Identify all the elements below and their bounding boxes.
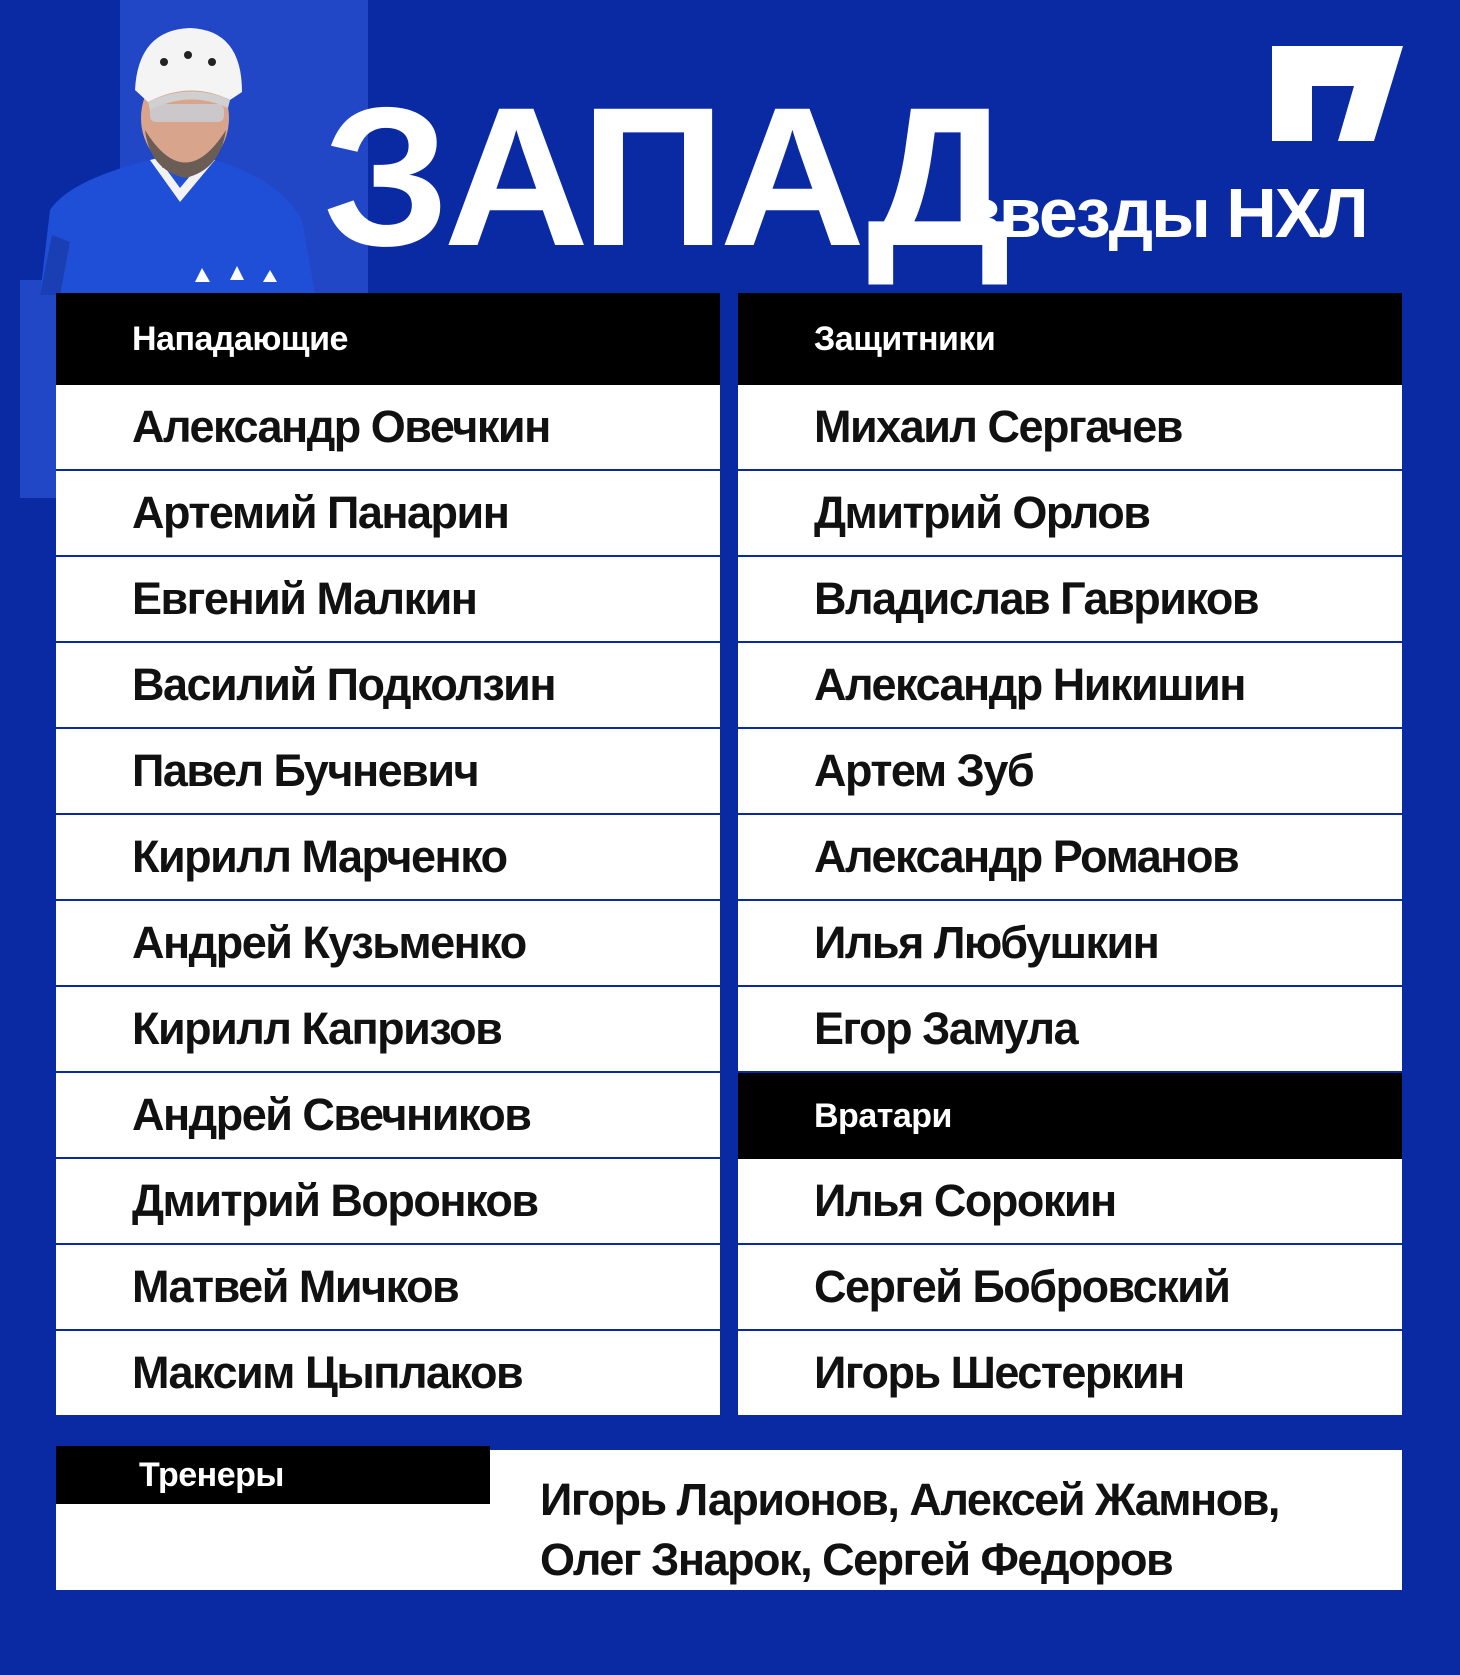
coaches-line-1: Игорь Ларионов, Алексей Жамнов, — [540, 1474, 1279, 1525]
hockey-player-image — [30, 20, 330, 295]
list-item: Максим Цыплаков — [56, 1331, 720, 1417]
background-panel-lower — [20, 280, 56, 498]
list-item: Михаил Сергачев — [738, 385, 1402, 471]
list-item: Артемий Панарин — [56, 471, 720, 557]
page-subtitle: звезды НХЛ — [966, 174, 1367, 252]
forwards-header: Нападающие — [56, 293, 720, 385]
list-item: Александр Овечкин — [56, 385, 720, 471]
list-item: Игорь Шестеркин — [738, 1331, 1402, 1417]
list-item: Дмитрий Воронков — [56, 1159, 720, 1245]
list-item: Егор Замула — [738, 987, 1402, 1073]
list-item: Илья Сорокин — [738, 1159, 1402, 1245]
list-item: Сергей Бобровский — [738, 1245, 1402, 1331]
list-item: Андрей Свечников — [56, 1073, 720, 1159]
coaches-box — [56, 1450, 1402, 1590]
coaches-header: Тренеры — [56, 1446, 490, 1504]
list-item: Кирилл Капризов — [56, 987, 720, 1073]
list-item: Александр Никишин — [738, 643, 1402, 729]
goalies-header: Вратари — [738, 1073, 1402, 1159]
list-item: Павел Бучневич — [56, 729, 720, 815]
list-item: Артем Зуб — [738, 729, 1402, 815]
defense-goalies-column — [738, 293, 1402, 1417]
list-item: Владислав Гавриков — [738, 557, 1402, 643]
forwards-column — [56, 293, 720, 1417]
list-item: Дмитрий Орлов — [738, 471, 1402, 557]
list-item: Александр Романов — [738, 815, 1402, 901]
list-item: Илья Любушкин — [738, 901, 1402, 987]
list-item: Кирилл Марченко — [56, 815, 720, 901]
page-title: ЗАПАД — [323, 66, 1005, 287]
list-item: Василий Подколзин — [56, 643, 720, 729]
list-item: Матвей Мичков — [56, 1245, 720, 1331]
slash-logo-icon — [1268, 46, 1403, 141]
coaches-list — [540, 1470, 1360, 1590]
defense-header: Защитники — [738, 293, 1402, 385]
list-item: Евгений Малкин — [56, 557, 720, 643]
coaches-line-2: Олег Знарок, Сергей Федоров — [540, 1534, 1173, 1585]
list-item: Андрей Кузьменко — [56, 901, 720, 987]
